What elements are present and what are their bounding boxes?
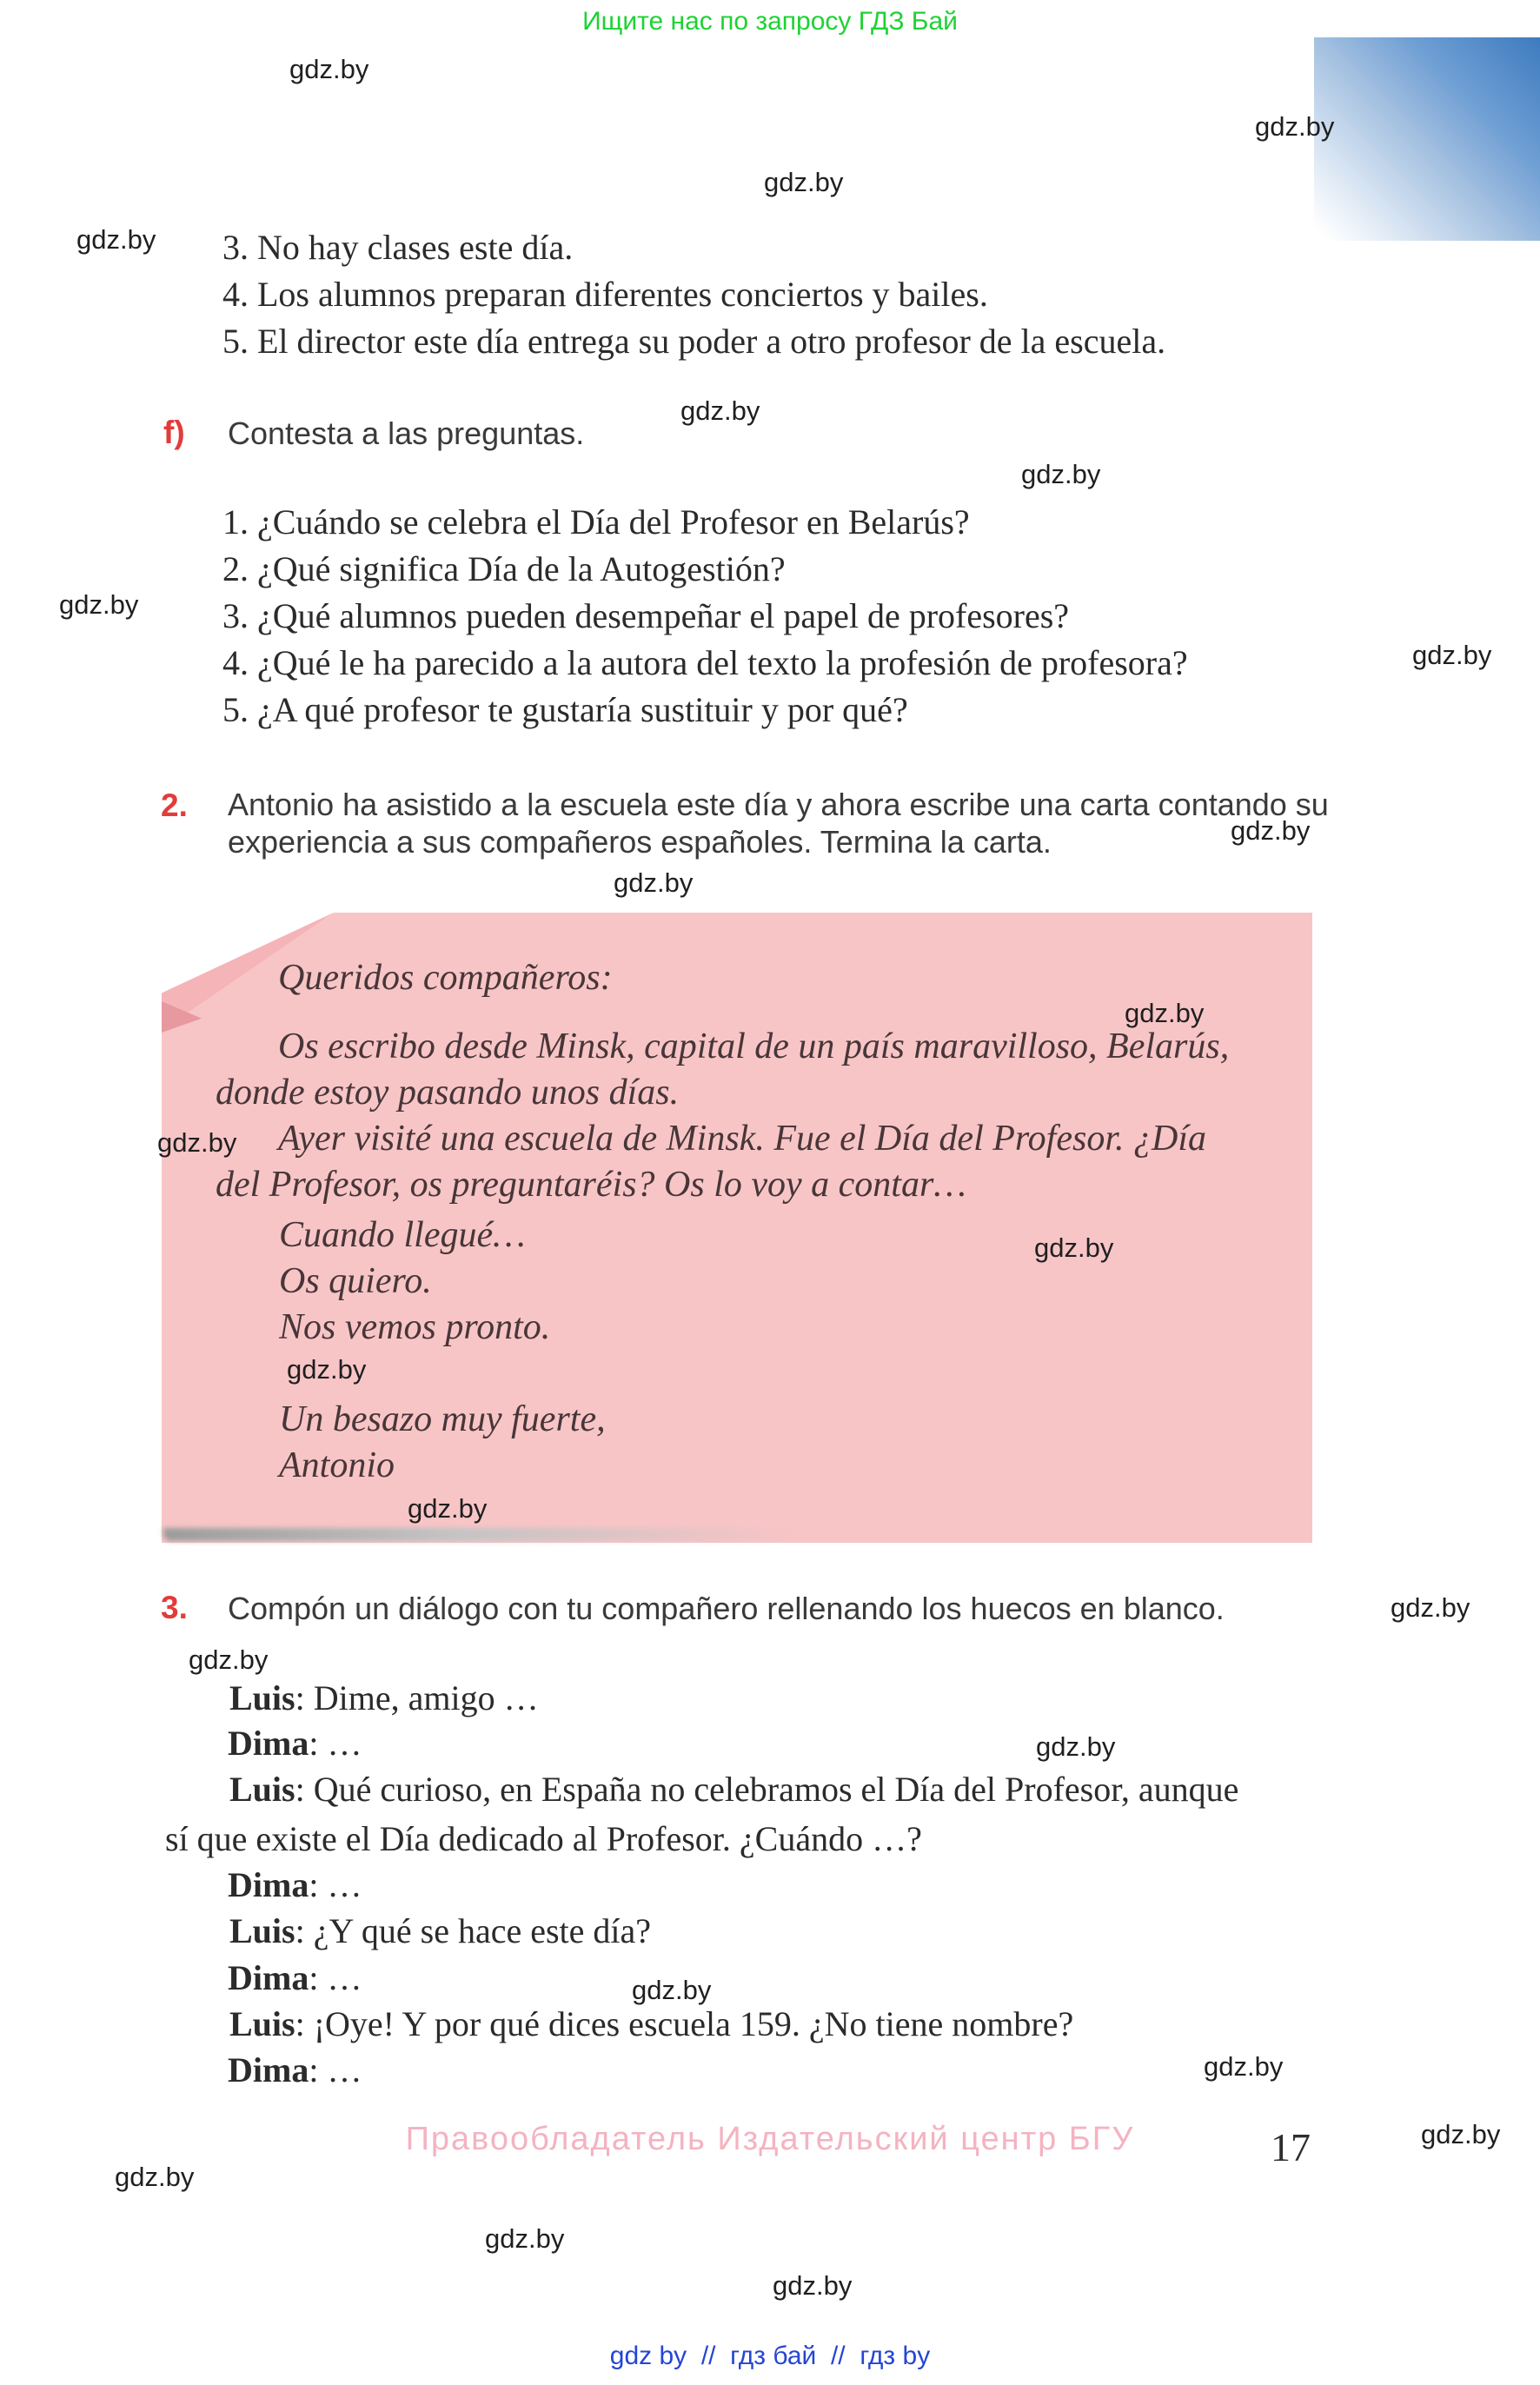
gdz-watermark: gdz.by	[1021, 459, 1101, 489]
letter-line: Os escribo desde Minsk, capital de un país maravilloso, Belarús,	[278, 1026, 1230, 1066]
speaker-name: Luis	[229, 1678, 295, 1717]
dialogue-text: sí que existe el Día dedicado al Profesor. ¿Cuándo …?	[165, 1819, 922, 1858]
dialogue-line	[228, 1958, 362, 1997]
gdz-watermark: gdz.by	[408, 1493, 488, 1524]
gdz-watermark: gdz.by	[287, 1354, 367, 1385]
letter-line: Queridos compañeros:	[278, 958, 613, 998]
footer-site-links: gdz by // гдз бай // гдз by	[609, 2342, 931, 2370]
question-item: 3. ¿Qué alumnos pueden desempeñar el papel de profesores?	[222, 596, 1070, 635]
statement-item: 5. El director este día entrega su poder a otro profesor de la escuela.	[222, 322, 1166, 361]
gdz-watermark: gdz.by	[59, 589, 139, 620]
dialogue-text: : Dime, amigo …	[295, 1678, 539, 1717]
letter-line: Os quiero.	[279, 1261, 432, 1301]
gdz-watermark: gdz.by	[1255, 111, 1335, 142]
dialogue-text: : ¡Oye! Y por qué dices escuela 159. ¿No tiene nombre?	[295, 2004, 1074, 2043]
dialogue-line	[228, 1726, 362, 1761]
gdz-watermark: gdz.by	[157, 1127, 237, 1158]
dialogue-text: : …	[309, 1958, 362, 1997]
gdz-watermark: gdz.by	[485, 2223, 565, 2254]
dialogue-text: : …	[309, 2050, 362, 2089]
dialogue-text: : …	[309, 1724, 362, 1763]
statement-item: 4. Los alumnos preparan diferentes conciertos y bailes.	[222, 275, 988, 314]
dialogue-line	[229, 2004, 1074, 2043]
speaker-name: Dima	[228, 1865, 309, 1904]
question-item: 1. ¿Cuándo se celebra el Día del Profesor en Belarús?	[222, 502, 970, 541]
gdz-watermark: gdz.by	[632, 1975, 712, 2005]
gdz-watermark: gdz.by	[1421, 2119, 1501, 2149]
dialogue-text: : ¿Y qué se hace este día?	[295, 1911, 652, 1950]
gdz-watermark: gdz.by	[1204, 2051, 1284, 2082]
gdz-watermark: gdz.by	[76, 224, 156, 255]
task-f-label: f)	[163, 415, 185, 450]
letter-line: Antonio	[279, 1445, 395, 1485]
gdz-watermark: gdz.by	[1231, 815, 1311, 846]
dialogue-line	[165, 1819, 922, 1858]
dialogue-line	[229, 1772, 1238, 1807]
letter-line: Nos vemos pronto.	[279, 1307, 551, 1347]
speaker-name: Dima	[228, 1724, 309, 1763]
question-item: 5. ¿A qué profesor te gustaría sustituir y por qué?	[222, 690, 908, 729]
gdz-watermark: gdz.by	[1034, 1232, 1114, 1263]
gdz-watermark: gdz.by	[1391, 1592, 1470, 1623]
promo-banner-text: Ищите нас по запросу ГДЗ Бай	[582, 7, 958, 36]
gdz-watermark: gdz.by	[289, 54, 369, 84]
blue-gradient-decoration	[1314, 37, 1540, 241]
gdz-watermark: gdz.by	[773, 2270, 853, 2301]
speaker-name: Dima	[228, 1958, 309, 1997]
question-item: 2. ¿Qué significa Día de la Autogestión?	[222, 549, 786, 588]
letter-line: Ayer visité una escuela de Minsk. Fue el Día del Profesor. ¿Día	[278, 1119, 1207, 1159]
speaker-name: Dima	[228, 2050, 309, 2089]
gdz-watermark: gdz.by	[764, 167, 844, 197]
gdz-watermark: gdz.by	[680, 395, 760, 426]
letter-line: Cuando llegué…	[279, 1215, 526, 1255]
dialogue-text: : …	[309, 1865, 362, 1904]
task-2-instruction-line: experiencia a sus compañeros españoles. Termina la carta.	[228, 824, 1052, 860]
letter-line: donde estoy pasando unos días.	[216, 1073, 680, 1113]
dialogue-line	[228, 1865, 362, 1904]
dialogue-line	[229, 1678, 539, 1717]
gdz-watermark: gdz.by	[189, 1644, 269, 1675]
copyright-notice: Правообладатель Издательский центр БГУ	[405, 2121, 1135, 2157]
letter-line: Un besazo muy fuerte,	[279, 1399, 606, 1439]
task-3-label: 3.	[161, 1590, 188, 1625]
question-item: 4. ¿Qué le ha parecido a la autora del texto la profesión de profesora?	[222, 643, 1188, 682]
task-2-instruction	[228, 786, 1329, 860]
dialogue-line	[229, 1911, 652, 1950]
task-2-label: 2.	[161, 787, 188, 823]
dialogue-line	[228, 2050, 362, 2089]
page-number: 17	[1271, 2125, 1311, 2169]
letter-curl-shadow	[163, 1528, 824, 1541]
gdz-watermark: gdz.by	[614, 867, 694, 898]
speaker-name: Luis	[229, 1770, 295, 1809]
task-f-instruction: Contesta a las preguntas.	[228, 415, 585, 451]
gdz-watermark: gdz.by	[1412, 640, 1492, 670]
statement-item: 3. No hay clases este día.	[222, 228, 574, 267]
dialogue-text: : Qué curioso, en España no celebramos el Día del Profesor, aunque	[295, 1770, 1239, 1809]
gdz-watermark: gdz.by	[115, 2162, 195, 2192]
questions-list	[222, 499, 1188, 734]
gdz-watermark: gdz.by	[1125, 998, 1205, 1028]
gdz-watermark: gdz.by	[1036, 1731, 1116, 1762]
speaker-name: Luis	[229, 1911, 295, 1950]
task-2-instruction-line: Antonio ha asistido a la escuela este día y ahora escribe una carta contando su	[228, 787, 1329, 822]
letter-line: del Profesor, os preguntaréis? Os lo voy a contar…	[216, 1165, 966, 1205]
speaker-name: Luis	[229, 2004, 295, 2043]
statements-list	[222, 224, 1165, 365]
task-3-instruction: Compón un diálogo con tu compañero rellenando los huecos en blanco.	[228, 1591, 1225, 1626]
